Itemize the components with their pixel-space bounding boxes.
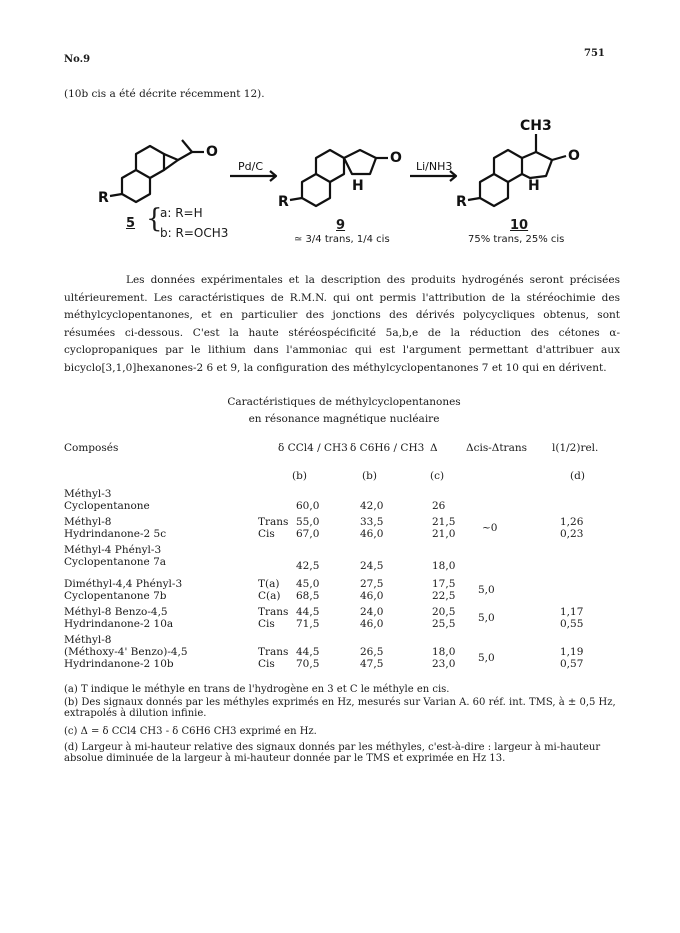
row-ccl4: 44,5 70,5 — [296, 646, 320, 670]
body-paragraph — [64, 272, 620, 377]
row-compound: Méthyl-8 Benzo-4,5 — [64, 606, 168, 618]
ratio-10: 75% trans, 25% cis — [468, 234, 565, 245]
row-config: Trans Cis — [258, 646, 289, 670]
row-width: 1,19 0,57 — [560, 646, 584, 670]
row-delta: 18,0 23,0 — [432, 646, 456, 670]
col-header-ccl4: δ CCl4 / CH3 — [278, 442, 348, 454]
r-label-9: R — [278, 194, 289, 210]
oxo-label-5: O — [206, 144, 218, 160]
reagent-pd-c: Pd/C — [238, 160, 264, 173]
table-title-2: en résonance magnétique nucléaire — [248, 413, 440, 425]
compound-10-structure — [468, 134, 566, 206]
journal-number: No.9 — [64, 54, 91, 65]
body-paragraph-text: Les données expérimentales et la description des produits hydrogénés seront précisées ultérieurement. Les caractéristiques de R.M.N. qui ont permis l'attribution de la stéréochimie des méthylcyclopentanones, et en particulier des jonctions des dérivés polycycliques obtenus, sont résumées ci-dessous. C'est la haute stéréospécificité 5a,b,e de la réduction des cétones α-cyclopropaniques par le lithium dans l'ammoniac qui est l'argument permettant d'attribuer aux bicyclo[3,1,0]hexanones-2 6 et 9, la configuration des méthylcyclopentanones 7 et 10 qui en dérivent. — [64, 274, 620, 374]
row-delta: 20,5 25,5 — [432, 606, 456, 630]
compound-5-structure — [110, 140, 204, 202]
footnote-d: (d) Largeur à mi-hauteur relative des signaux donnés par les méthyles, c'est-à-dire : largeur à mi-hauteur absolue diminuée de la largeur à mi-hauteur donnée par le TMS et exprimée en Hz 13. — [64, 742, 601, 764]
row-compound-line2: Cyclopentanone — [64, 500, 150, 512]
row-width: 1,17 0,55 — [560, 606, 584, 630]
brace: { — [146, 204, 163, 234]
row-c6h6: 42,0 — [360, 500, 384, 512]
compound-5-label: 5 — [126, 216, 136, 231]
row-c6h6: 24,0 46,0 — [360, 606, 384, 630]
row-config: Trans Cis — [258, 606, 289, 630]
row-compound: Diméthyl-4,4 Phényl-3 — [64, 578, 183, 590]
col-header-diff: Δcis-Δtrans — [466, 442, 527, 454]
ref-b1: (b) — [292, 470, 307, 482]
compound-9-structure — [290, 150, 388, 206]
row-diff: ~0 — [482, 522, 498, 534]
row-compound-line3: Hydrindanone-2 10b — [64, 658, 174, 670]
row-compound-line2: Cyclopentanone 7b — [64, 590, 167, 602]
option-b: b: R=OCH3 — [160, 226, 229, 240]
row-compound: Méthyl-3 — [64, 488, 112, 500]
r-label-10: R — [456, 194, 467, 210]
row-diff: 5,0 — [478, 612, 495, 624]
oxo-label-9: O — [390, 150, 402, 166]
footnote-c: (c) Δ = δ CCl4 CH3 - δ C6H6 CH3 exprimé en Hz. — [64, 726, 317, 737]
row-compound-line2: Hydrindanone-2 10a — [64, 618, 174, 630]
intro-line: (10b cis a été décrite récemment 12). — [64, 88, 265, 100]
page-number: 751 — [584, 48, 605, 59]
ch3-label-10: CH3 — [520, 118, 552, 134]
row-compound: Méthyl-8 — [64, 634, 112, 646]
ref-b2: (b) — [362, 470, 377, 482]
row-compound-line2: (Méthoxy-4' Benzo)-4,5 — [64, 646, 188, 658]
ratio-9: ≃ 3/4 trans, 1/4 cis — [294, 234, 390, 245]
row-c6h6: 33,5 46,0 — [360, 516, 384, 540]
row-diff: 5,0 — [478, 584, 495, 596]
table-title-1: Caractéristiques de méthylcyclopentanones — [227, 396, 461, 408]
row-delta: 26 — [432, 500, 446, 512]
ref-d: (d) — [570, 470, 585, 482]
option-a: a: R=H — [160, 206, 203, 220]
row-delta: 21,5 21,0 — [432, 516, 456, 540]
row-ccl4: 42,5 — [296, 560, 320, 572]
col-header-width: l(1/2)rel. — [552, 442, 599, 454]
row-config: Trans Cis — [258, 516, 289, 540]
row-config: T(a) C(a) — [258, 578, 281, 602]
compound-10-label: 10 — [510, 218, 529, 233]
ref-c: (c) — [430, 470, 445, 482]
row-compound: Méthyl-4 Phényl-3 — [64, 544, 162, 556]
row-delta: 18,0 — [432, 560, 456, 572]
compound-9-label: 9 — [336, 218, 346, 233]
footnote-b: (b) Des signaux donnés par les méthyles exprimés en Hz, mesurés sur Varian A. 60 réf. int. TMS, à ± 0,5 Hz, extrapolés à dilution infinie. — [64, 697, 616, 719]
h-label-9: H — [352, 178, 364, 194]
footnote-a: (a) T indique le méthyle en trans de l'hydrogène en 3 et C le méthyle en cis. — [64, 684, 450, 695]
col-header-compound: Composés — [64, 442, 119, 454]
row-diff: 5,0 — [478, 652, 495, 664]
row-c6h6: 24,5 — [360, 560, 384, 572]
row-compound: Méthyl-8 — [64, 516, 112, 528]
reagent-li-nh3: Li/NH3 — [416, 160, 453, 173]
oxo-label-10: O — [568, 148, 580, 164]
col-header-c6h6: δ C6H6 / CH3 — [350, 442, 425, 454]
row-width: 1,26 0,23 — [560, 516, 584, 540]
r-label-5: R — [98, 190, 109, 206]
h-label-10: H — [528, 178, 540, 194]
col-header-delta: Δ — [430, 442, 438, 454]
row-c6h6: 26,5 47,5 — [360, 646, 384, 670]
row-c6h6: 27,5 46,0 — [360, 578, 384, 602]
row-ccl4: 44,5 71,5 — [296, 606, 320, 630]
row-compound-line2: Cyclopentanone 7a — [64, 556, 167, 568]
row-ccl4: 60,0 — [296, 500, 320, 512]
row-compound-line2: Hydrindanone-2 5c — [64, 528, 167, 540]
row-ccl4: 55,0 67,0 — [296, 516, 320, 540]
row-ccl4: 45,0 68,5 — [296, 578, 320, 602]
row-delta: 17,5 22,5 — [432, 578, 456, 602]
